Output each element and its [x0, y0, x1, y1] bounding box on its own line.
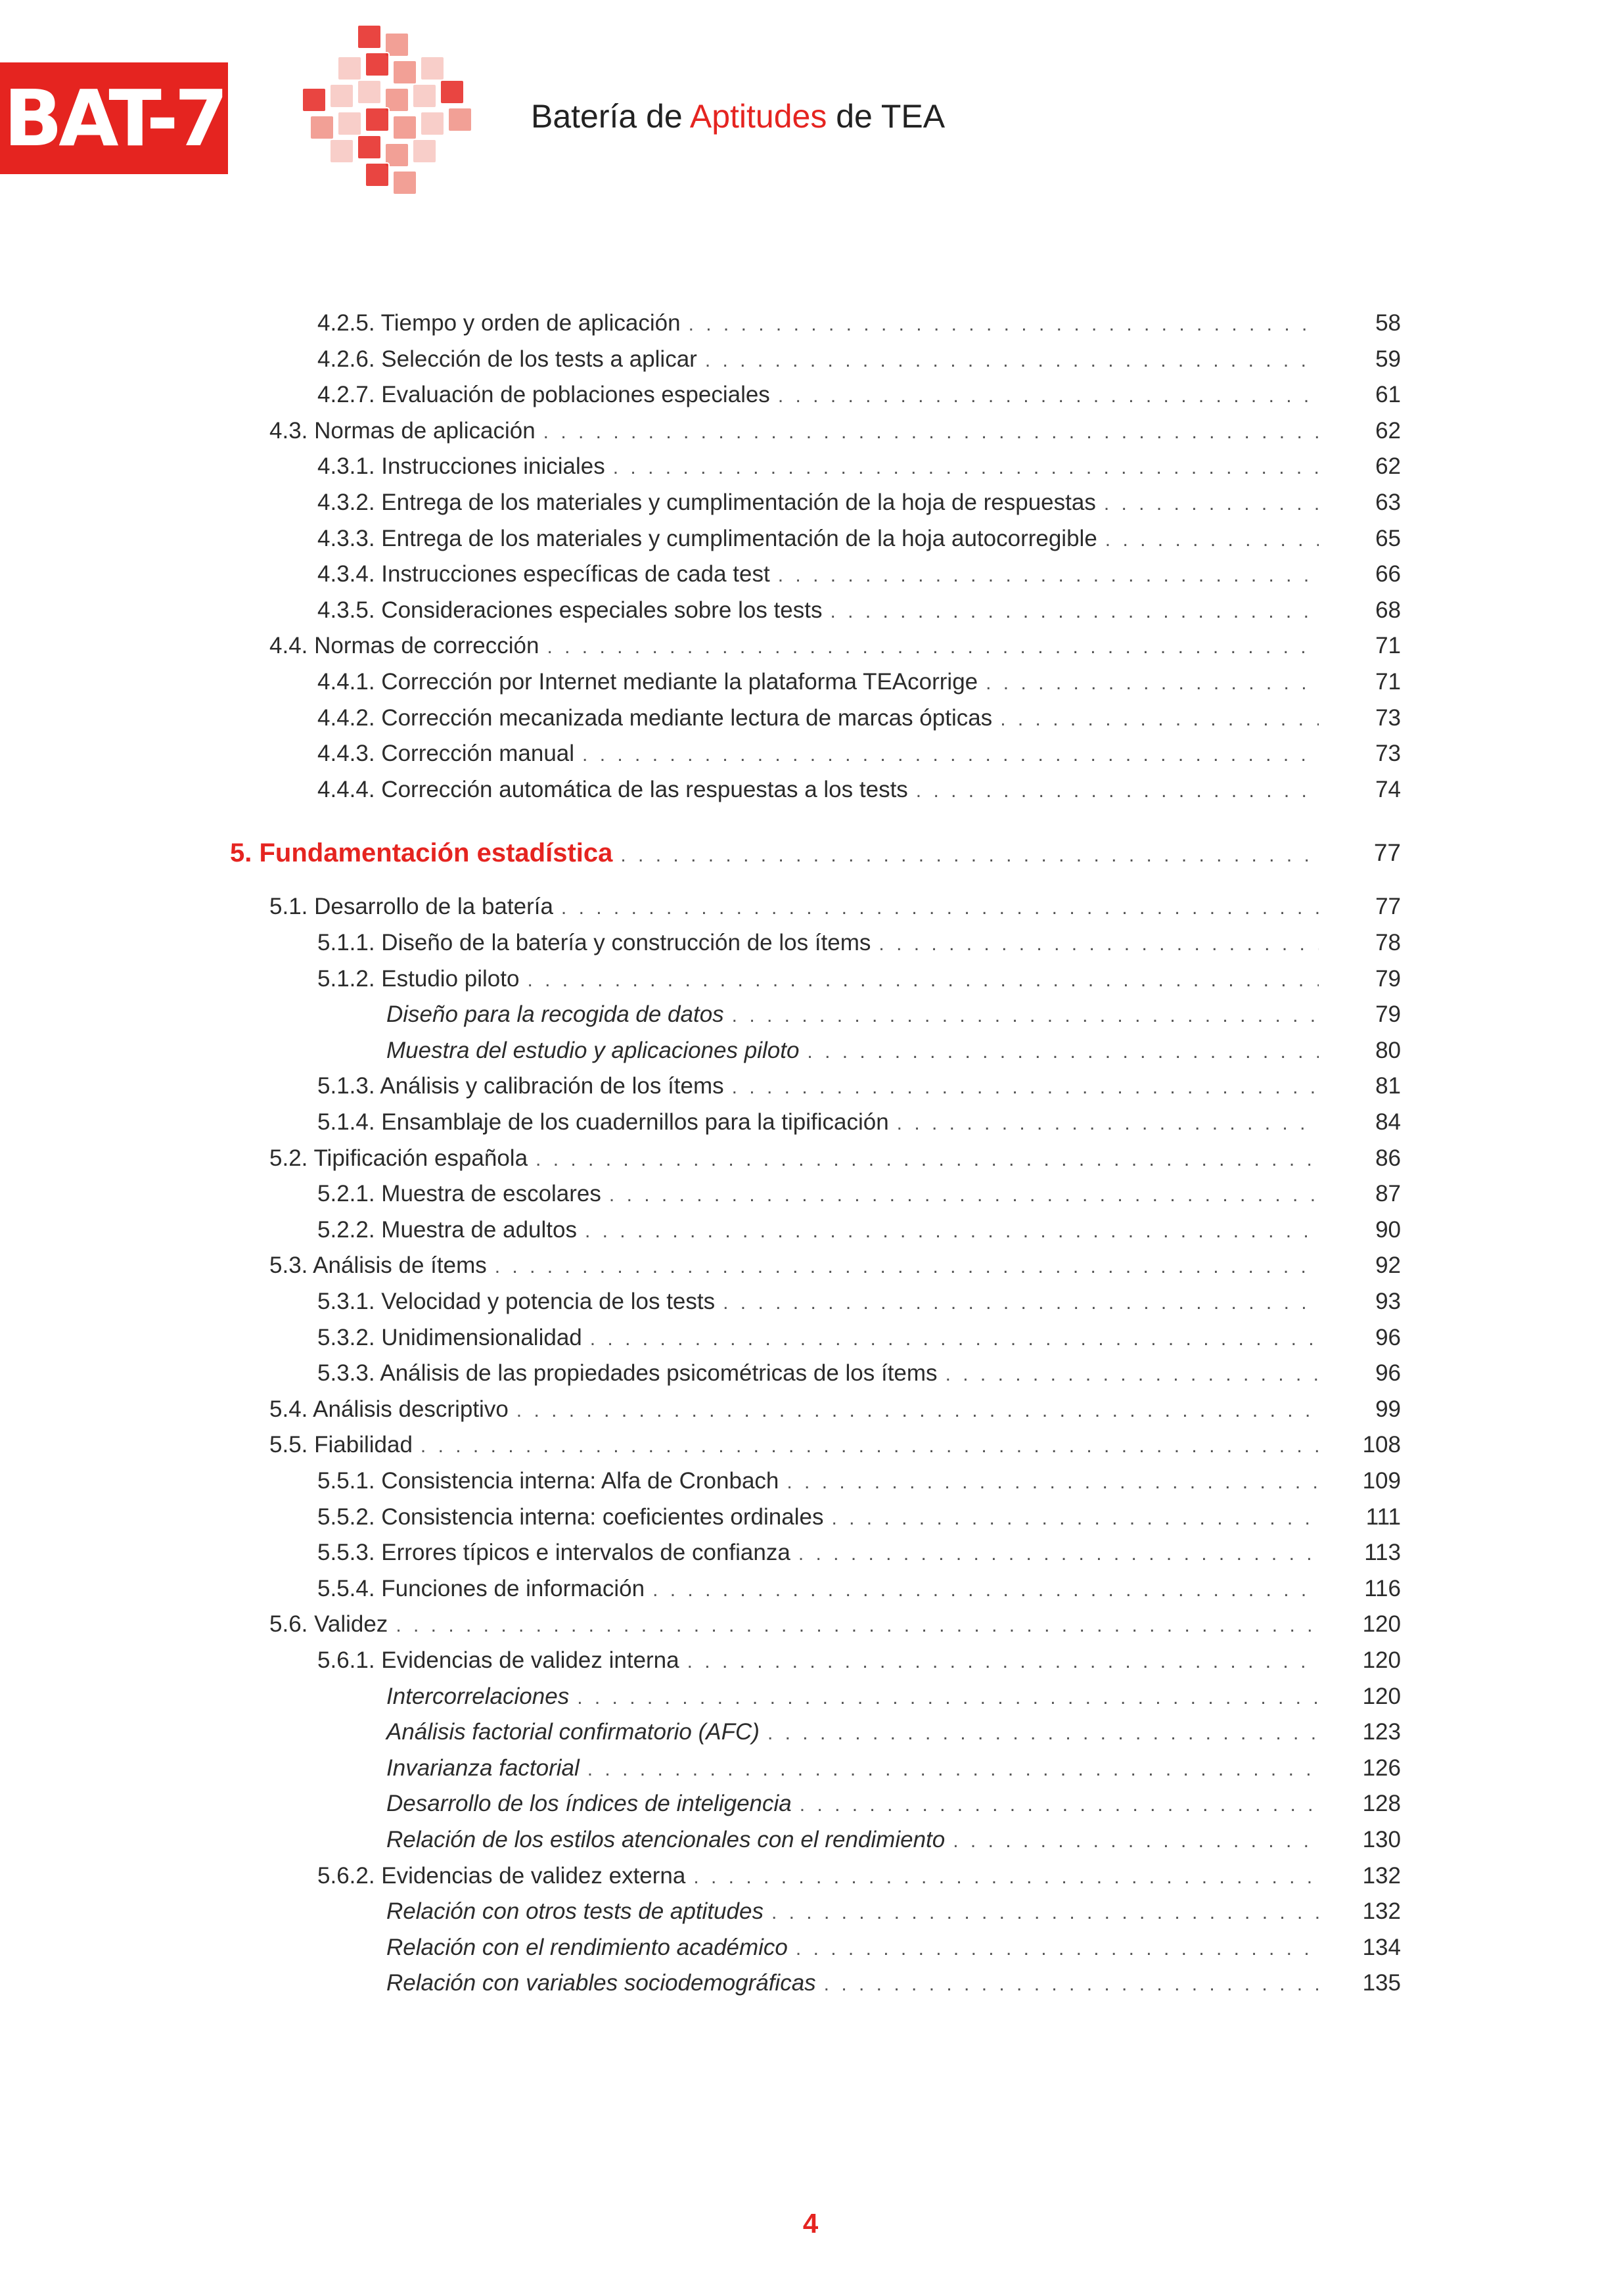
toc-entry[interactable]	[317, 1180, 1319, 1208]
toc-chapter-entry[interactable]	[230, 836, 1319, 870]
toc-page-number: 92	[1375, 1252, 1401, 1279]
toc-entry-label: 5.1.2. Estudio piloto	[317, 965, 520, 992]
toc-entry-label: Invarianza factorial	[386, 1755, 580, 1781]
toc-page-number: 77	[1375, 894, 1401, 920]
toc-entry-label: 5.3. Análisis de ítems	[269, 1252, 487, 1279]
toc-page-number: 96	[1375, 1324, 1401, 1350]
toc-page-number: 80	[1375, 1037, 1401, 1063]
toc-leader-dots	[830, 597, 1319, 626]
page-number: 4	[802, 2208, 819, 2239]
toc-page-number: 81	[1375, 1073, 1401, 1099]
toc-page-number: 86	[1375, 1145, 1401, 1171]
toc-page-number: 65	[1375, 525, 1401, 551]
toc-entry[interactable]	[317, 775, 1319, 804]
toc-entry[interactable]	[317, 1216, 1319, 1245]
toc-entry-label: 5.1. Desarrollo de la batería	[269, 894, 553, 920]
toc-page-number: 96	[1375, 1360, 1401, 1387]
toc-page-number: 126	[1362, 1755, 1401, 1781]
toc-entry-label: 5.2.1. Muestra de escolares	[317, 1181, 601, 1207]
toc-entry[interactable]	[317, 668, 1319, 697]
toc-page-number: 120	[1362, 1683, 1401, 1709]
toc-entry-label: 5.1.4. Ensamblaje de los cuadernillos para la tipificación	[317, 1109, 889, 1135]
toc-entry-label: Diseño para la recogida de datos	[386, 1001, 724, 1028]
toc-entry[interactable]	[386, 1754, 1319, 1783]
toc-page-number: 116	[1364, 1575, 1401, 1601]
toc-entry-label: 4.4.1. Corrección por Internet mediante la plataforma TEAcorrige	[317, 669, 978, 695]
toc-leader-dots	[807, 1038, 1319, 1067]
toc-page-number: 87	[1375, 1181, 1401, 1207]
toc-entry[interactable]	[269, 1431, 1319, 1459]
toc-leader-dots	[561, 894, 1319, 923]
toc-entry[interactable]	[317, 380, 1319, 409]
toc-page-number: 123	[1362, 1719, 1401, 1745]
toc-leader-dots	[723, 1289, 1319, 1318]
toc-entry[interactable]	[269, 1395, 1319, 1424]
toc-leader-dots	[986, 669, 1319, 698]
toc-page-number: 99	[1375, 1396, 1401, 1422]
toc-entry-label: 5.5. Fiabilidad	[269, 1432, 413, 1458]
toc-leader-dots	[824, 1970, 1319, 1999]
toc-entry[interactable]	[317, 452, 1319, 481]
toc-entry-label: 5.5.2. Consistencia interna: coeficientes ordinales	[317, 1504, 824, 1530]
toc-leader-dots	[1104, 490, 1319, 518]
toc-leader-dots	[732, 1001, 1319, 1030]
toc-leader-dots	[543, 418, 1319, 447]
toc-page-number: 132	[1362, 1898, 1401, 1925]
toc-page-number: 93	[1375, 1289, 1401, 1314]
toc-entry[interactable]	[269, 1251, 1319, 1280]
toc-leader-dots	[897, 1109, 1319, 1138]
header-title-prefix: Batería de	[531, 98, 690, 135]
toc-entry-label: 4.4.3. Corrección manual	[317, 741, 575, 767]
toc-entry[interactable]	[317, 1538, 1319, 1567]
toc-entry-label: Relación con el rendimiento académico	[386, 1934, 788, 1960]
toc-leader-dots	[732, 1073, 1319, 1102]
toc-entry[interactable]	[386, 1000, 1319, 1029]
toc-page-number: 62	[1375, 417, 1401, 444]
toc-page-number: 79	[1375, 965, 1401, 992]
toc-leader-dots	[652, 1576, 1319, 1605]
toc-leader-dots	[767, 1719, 1319, 1748]
toc-page-number: 61	[1375, 382, 1401, 408]
toc-leader-dots	[536, 1145, 1319, 1174]
toc-entry-label: 5.1.3. Análisis y calibración de los ítems	[317, 1073, 724, 1099]
toc-page-number: 74	[1375, 776, 1401, 802]
toc-page-number: 59	[1375, 346, 1401, 372]
toc-leader-dots	[778, 561, 1319, 590]
toc-entry[interactable]	[269, 892, 1319, 921]
toc-entry[interactable]	[317, 1108, 1319, 1137]
toc-leader-dots	[916, 777, 1319, 806]
toc-entry[interactable]	[317, 1574, 1319, 1603]
toc-entry[interactable]	[317, 1467, 1319, 1496]
toc-leader-dots	[585, 1217, 1319, 1246]
toc-entry[interactable]	[317, 345, 1319, 374]
toc-entry-label: 5.3.1. Velocidad y potencia de los tests	[317, 1289, 716, 1314]
toc-entry-label: 4.2.5. Tiempo y orden de aplicación	[317, 310, 681, 336]
toc-leader-dots	[527, 966, 1319, 995]
toc-page-number: 71	[1375, 669, 1401, 695]
toc-entry[interactable]	[386, 1969, 1319, 1998]
toc-leader-dots	[396, 1611, 1319, 1640]
toc-entry[interactable]	[317, 1503, 1319, 1532]
toc-entry-label: Relación con variables sociodemográficas	[386, 1970, 816, 1996]
toc-leader-dots	[796, 1935, 1319, 1963]
toc-entry[interactable]	[386, 1933, 1319, 1962]
toc-leader-dots	[516, 1396, 1319, 1425]
toc-page-number: 58	[1375, 310, 1401, 336]
toc-page-number: 90	[1375, 1216, 1401, 1243]
toc-entry[interactable]	[269, 1610, 1319, 1639]
toc-entry[interactable]	[317, 309, 1319, 338]
toc-page-number: 77	[1373, 839, 1401, 867]
logo-text: BAT-7	[3, 73, 225, 164]
toc-entry-label: Relación con otros tests de aptitudes	[386, 1898, 764, 1925]
toc-leader-dots	[831, 1504, 1319, 1533]
toc-page-number: 63	[1375, 490, 1401, 515]
toc-page-number: 113	[1364, 1540, 1401, 1566]
toc-entry-label: 4.3.1. Instrucciones iniciales	[317, 453, 605, 480]
toc-entry[interactable]	[317, 488, 1319, 517]
toc-entry[interactable]	[317, 596, 1319, 625]
toc-page-number: 120	[1362, 1647, 1401, 1673]
toc-leader-dots	[800, 1791, 1319, 1820]
toc-leader-dots	[778, 382, 1319, 411]
toc-page-number: 130	[1362, 1827, 1401, 1852]
toc-entry-label: 4.2.7. Evaluación de poblaciones especiales	[317, 382, 770, 408]
toc-leader-dots	[879, 930, 1319, 959]
toc-entry-label: 5.5.4. Funciones de información	[317, 1575, 645, 1601]
toc-entry-label: 5.3.2. Unidimensionalidad	[317, 1324, 582, 1350]
toc-entry[interactable]	[386, 1718, 1319, 1747]
cube-graphic-icon	[276, 20, 493, 217]
toc-entry-label: Análisis factorial confirmatorio (AFC)	[386, 1719, 760, 1745]
toc-entry[interactable]	[317, 1287, 1319, 1316]
toc-leader-dots	[547, 633, 1319, 662]
toc-entry[interactable]	[317, 739, 1319, 768]
toc-page-number: 66	[1375, 561, 1401, 587]
toc-entry-label: 5.1.1. Diseño de la batería y construcción de los ítems	[317, 930, 871, 955]
toc-leader-dots	[1000, 705, 1319, 734]
toc-entry-label: 5.6.2. Evidencias de validez externa	[317, 1862, 686, 1889]
toc-leader-dots	[689, 310, 1319, 339]
toc-entry-label: Intercorrelaciones	[386, 1683, 570, 1709]
bat7-logo	[0, 62, 228, 174]
toc-entry-label: Muestra del estudio y aplicaciones piloto	[386, 1037, 800, 1063]
header-title-accent: Aptitudes	[689, 98, 827, 135]
toc-entry[interactable]	[386, 1897, 1319, 1926]
toc-entry-label: 4.3.3. Entrega de los materiales y cumplimentación de la hoja autocorregible	[317, 525, 1097, 551]
toc-entry[interactable]	[269, 417, 1319, 446]
toc-entry[interactable]	[317, 1359, 1319, 1388]
toc-entry[interactable]	[386, 1825, 1319, 1854]
toc-entry-label: 5.5.1. Consistencia interna: Alfa de Cronbach	[317, 1468, 779, 1494]
toc-page-number: 120	[1362, 1611, 1401, 1638]
toc-entry[interactable]	[317, 1646, 1319, 1675]
toc-leader-dots	[1105, 526, 1319, 555]
toc-entry-label: 5.2. Tipificación española	[269, 1145, 528, 1171]
toc-entry-label: 5.6. Validez	[269, 1611, 388, 1638]
toc-leader-dots	[587, 1755, 1319, 1784]
header-title	[531, 97, 945, 135]
toc-entry-label: 5.6.1. Evidencias de validez interna	[317, 1647, 679, 1673]
toc-entry[interactable]	[386, 1036, 1319, 1065]
toc-entry-label: 5. Fundamentación estadística	[230, 838, 613, 868]
toc-page-number: 79	[1375, 1001, 1401, 1028]
toc-entry-label: 5.5.3. Errores típicos e intervalos de confianza	[317, 1540, 790, 1566]
toc-entry-label: 4.2.6. Selección de los tests a aplicar	[317, 346, 697, 372]
toc-entry[interactable]	[317, 1862, 1319, 1891]
toc-entry-label: Relación de los estilos atencionales con el rendimiento	[386, 1827, 946, 1852]
toc-page-number: 78	[1375, 930, 1401, 955]
toc-leader-dots	[582, 741, 1319, 769]
toc-leader-dots	[787, 1468, 1319, 1497]
toc-entry[interactable]	[386, 1682, 1319, 1711]
toc-entry-label: 4.3.5. Consideraciones especiales sobre los tests	[317, 597, 823, 623]
toc-leader-dots	[495, 1252, 1319, 1281]
toc-page-number: 68	[1375, 597, 1401, 623]
toc-entry[interactable]	[269, 631, 1319, 660]
toc-entry[interactable]	[317, 524, 1319, 553]
toc-entry-label: Desarrollo de los índices de inteligencia	[386, 1791, 792, 1817]
toc-leader-dots	[590, 1325, 1319, 1354]
toc-leader-dots	[421, 1432, 1319, 1461]
toc-entry-label: 4.3.2. Entrega de los materiales y cumplimentación de la hoja de respuestas	[317, 490, 1096, 515]
toc-entry[interactable]	[269, 1144, 1319, 1173]
toc-page-number: 71	[1375, 633, 1401, 659]
toc-entry[interactable]	[317, 929, 1319, 957]
toc-entry[interactable]	[317, 1323, 1319, 1352]
toc-page-number: 132	[1362, 1862, 1401, 1889]
toc-leader-dots	[577, 1684, 1319, 1712]
toc-leader-dots	[609, 1181, 1319, 1210]
toc-leader-dots	[953, 1827, 1319, 1856]
toc-entry-label: 4.4.4. Corrección automática de las respuestas a los tests	[317, 776, 908, 802]
toc-page-number: 84	[1375, 1109, 1401, 1135]
toc-page-number: 135	[1362, 1970, 1401, 1996]
toc-leader-dots	[705, 346, 1319, 375]
toc-entry-label: 4.4.2. Corrección mecanizada mediante lectura de marcas ópticas	[317, 704, 993, 731]
toc-entry-label: 5.2.2. Muestra de adultos	[317, 1216, 577, 1243]
toc-entry-label: 5.4. Análisis descriptivo	[269, 1396, 509, 1422]
toc-page-number: 128	[1362, 1791, 1401, 1817]
page-header	[0, 0, 1621, 250]
header-title-suffix: de TEA	[827, 98, 946, 135]
toc-entry-label: 4.3. Normas de aplicación	[269, 417, 536, 444]
toc-leader-dots	[946, 1360, 1319, 1389]
toc-page-number: 108	[1362, 1432, 1401, 1458]
toc-page-number: 62	[1375, 453, 1401, 480]
toc-entry[interactable]	[317, 560, 1319, 589]
toc-entry-label: 5.3.3. Análisis de las propiedades psicométricas de los ítems	[317, 1360, 938, 1387]
toc-entry[interactable]	[317, 1072, 1319, 1101]
toc-entry[interactable]	[317, 965, 1319, 994]
toc-leader-dots	[687, 1647, 1319, 1676]
toc-page-number: 109	[1362, 1468, 1401, 1494]
toc-leader-dots	[771, 1898, 1319, 1927]
toc-leader-dots	[613, 453, 1319, 482]
toc-entry[interactable]	[386, 1789, 1319, 1818]
toc-entry-label: 4.4. Normas de corrección	[269, 633, 539, 659]
toc-page-number: 73	[1375, 741, 1401, 767]
toc-leader-dots	[798, 1540, 1319, 1569]
toc-page-number: 111	[1365, 1504, 1401, 1530]
toc-entry[interactable]	[317, 704, 1319, 733]
toc-leader-dots	[693, 1863, 1319, 1892]
toc-entry-label: 4.3.4. Instrucciones específicas de cada test	[317, 561, 770, 587]
toc-leader-dots	[620, 838, 1319, 873]
toc-page-number: 134	[1362, 1934, 1401, 1960]
toc-page-number: 73	[1375, 704, 1401, 731]
